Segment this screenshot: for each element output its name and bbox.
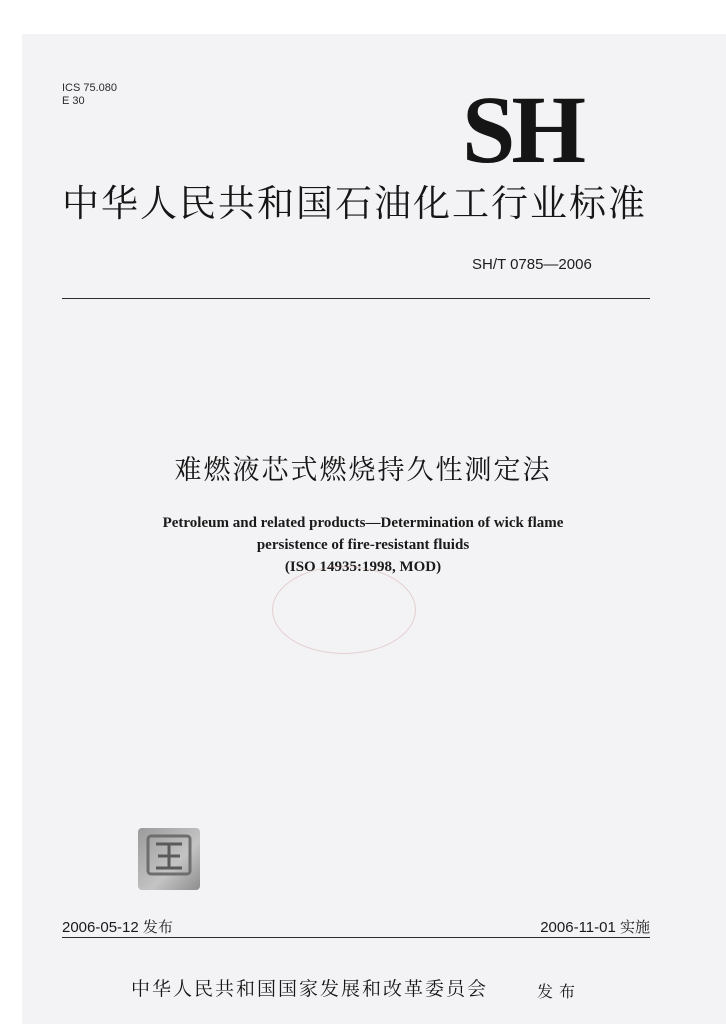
implement-date: 2006-11-01 实施 — [540, 919, 650, 936]
english-title-line-2: persistence of fire-resistant fluids — [256, 537, 470, 553]
scan-margin-top — [0, 0, 726, 34]
faded-stamp-mark — [272, 566, 416, 654]
sh-logo: SH — [462, 76, 583, 183]
standard-number: SH/T 0785—2006 — [472, 256, 592, 273]
publisher-emblem — [138, 828, 200, 890]
category-code: E 30 — [62, 95, 85, 107]
emblem-icon — [138, 828, 200, 890]
footer-divider — [62, 937, 650, 938]
header-divider — [62, 298, 650, 299]
issuing-authority: 中华人民共和国国家发展和改革委员会 — [131, 978, 489, 1000]
english-title-line-1: Petroleum and related products—Determination of wick flame — [162, 515, 564, 531]
issue-label: 发布 — [537, 982, 582, 1001]
industry-standard-title: 中华人民共和国石油化工行业标准 — [62, 182, 647, 225]
ics-code: ICS 75.080 — [62, 82, 118, 94]
publish-date: 2006-05-12 发布 — [62, 919, 173, 936]
english-title-line-3: (ISO 14935:1998, MOD) — [284, 559, 442, 575]
classification-codes — [62, 82, 117, 108]
chinese-title: 难燃液芯式燃烧持久性测定法 — [174, 455, 552, 486]
